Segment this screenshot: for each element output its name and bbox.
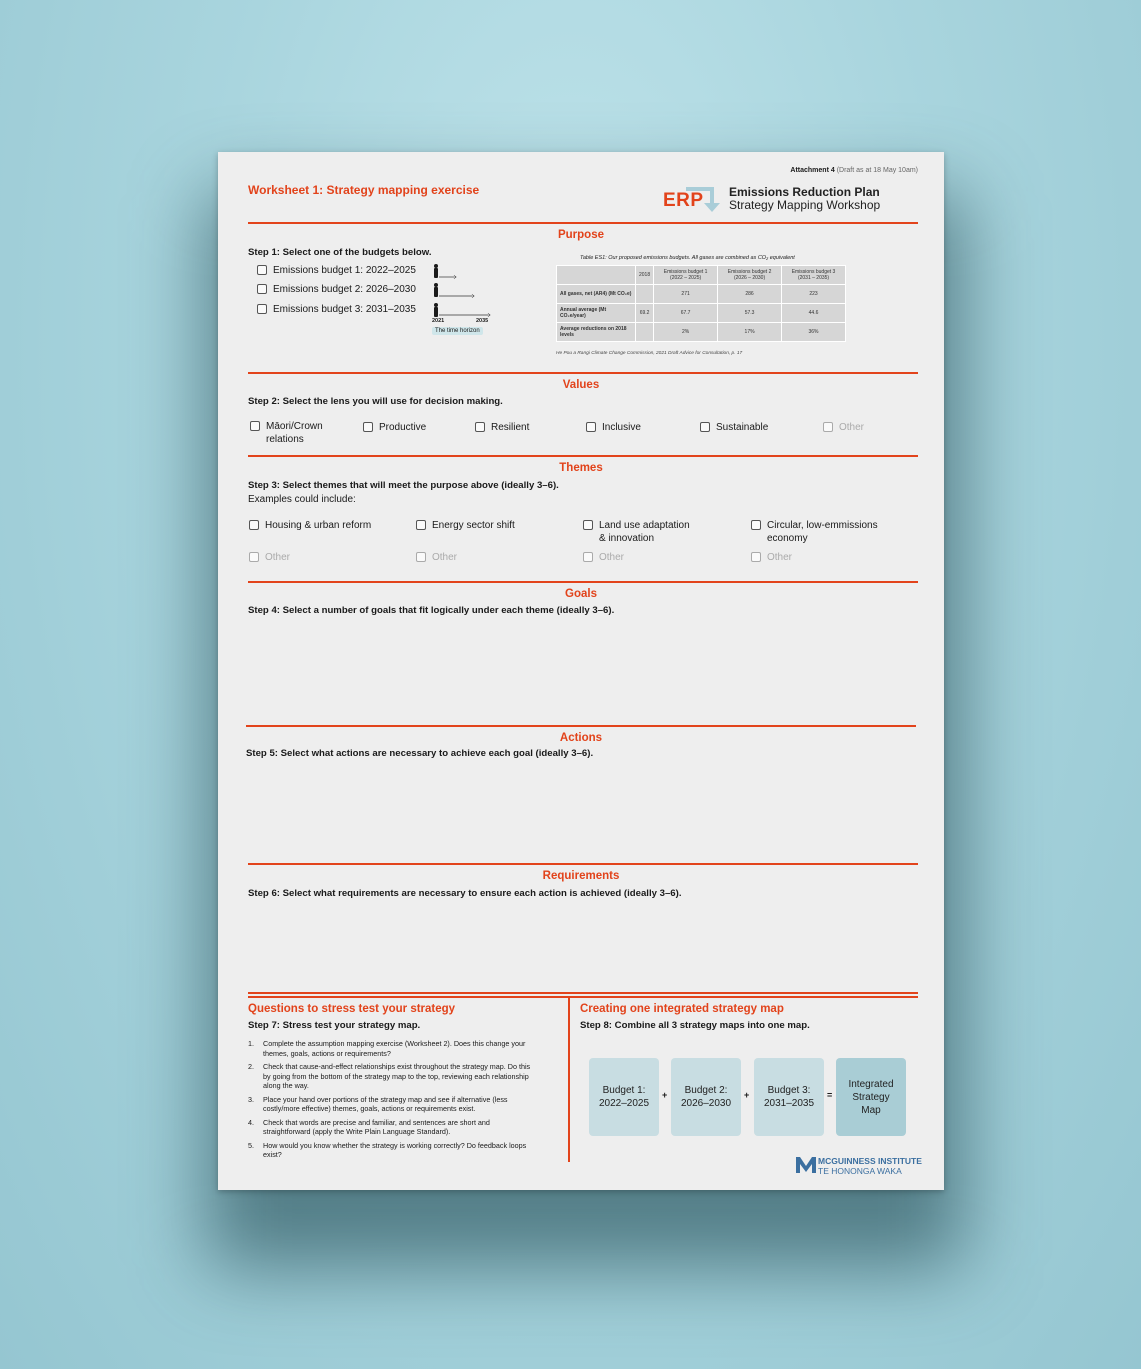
table-header-row <box>557 266 846 285</box>
section-rule <box>246 725 916 727</box>
checkbox[interactable] <box>751 552 761 562</box>
checkbox[interactable] <box>249 552 259 562</box>
timeline-end: 2035 <box>476 318 489 324</box>
list-item: 5. How would you know whether the strategy is working correctly? Do feedback loops exist? <box>248 1140 527 1159</box>
table-row <box>557 323 846 342</box>
checkbox[interactable] <box>416 520 426 530</box>
question-text: How would you know whether the strategy is working correctly? Do feedback loops exist? <box>263 1140 527 1159</box>
footer-logo-line2: TE HONONGA WAKA <box>818 1166 902 1176</box>
examples-note: Examples could include: <box>248 494 356 505</box>
section-rule <box>248 455 918 457</box>
value-option-label: Resilient <box>491 422 530 433</box>
question-text: Check that words are precise and familiar, and sentences are short and straightforward (apply the Write Plain Language Standard). <box>263 1117 490 1136</box>
step-1: Step 1: Select one of the budgets below. <box>248 247 432 258</box>
question-text: Place your hand over portions of the strategy map and see if alternative (less costly/more effective) themes, goals, actions or requirements exist. <box>263 1094 508 1113</box>
table-cell: 17% <box>718 323 782 342</box>
erp-mark: ERP <box>663 190 704 211</box>
attachment-label: Attachment 4 <box>790 167 835 174</box>
box-label: Budget 2: 2026–2030 <box>680 1085 732 1109</box>
step-2: Step 2: Select the lens you will use for decision making. <box>248 396 503 407</box>
table-cell: 271 <box>654 285 718 304</box>
table-cell <box>636 323 654 342</box>
values-title: Values <box>562 379 600 391</box>
integrated-title: Creating one integrated strategy map <box>580 1003 784 1015</box>
theme-option-label: Other <box>432 552 458 563</box>
list-item: 1. Complete the assumption mapping exercise (Worksheet 2). Does this change your themes, goals, actions or requirements? <box>248 1039 526 1058</box>
budget-3-box <box>754 1058 824 1136</box>
section-rule-double-bottom <box>248 996 918 998</box>
table-cell: All gases, net (AR4) (Mt CO₂e) <box>557 285 636 304</box>
worksheet-title: Worksheet 1: Strategy mapping exercise <box>248 183 480 197</box>
plus-operator: + <box>744 1090 750 1100</box>
theme-option-label: Other <box>767 552 793 563</box>
vertical-divider <box>568 996 570 1162</box>
header-rule <box>248 222 918 224</box>
budget-option-label: Emissions budget 2: 2026–2030 <box>273 284 416 295</box>
table-cell: 2% <box>654 323 718 342</box>
table-cell <box>636 285 654 304</box>
table-cell: 67.7 <box>654 304 718 323</box>
section-rule-double-top <box>248 992 918 994</box>
list-item: 2. Check that cause-and-effect relationships exist throughout the strategy map. Do this by going from the bottom of the strategy map to the top, reviewing each relationship along the way. <box>248 1062 531 1090</box>
checkbox[interactable] <box>250 421 260 431</box>
table-cell: Emissions budget 3 (2031 – 2035) <box>782 266 846 285</box>
checkbox[interactable] <box>823 422 833 432</box>
step-4: Step 4: Select a number of goals that fit logically under each theme (ideally 3–6). <box>248 605 615 616</box>
equals-operator: = <box>827 1090 833 1100</box>
questions-list <box>248 1039 538 1164</box>
theme-option-label: Other <box>265 552 291 563</box>
themes-title: Themes <box>559 462 603 474</box>
table-caption: Table ES1: Our proposed emissions budgets. All gases are combined as CO₂ equivalent <box>580 255 795 261</box>
table-cell: 2018 <box>636 266 654 285</box>
plus-operator: + <box>662 1090 668 1100</box>
checkbox[interactable] <box>257 284 267 294</box>
table-source: He Pou a Rangi Climate Change Commission, 2021 Draft Advice for Consultation, p. 17 <box>556 351 743 356</box>
table-cell: Emissions budget 2 (2026 – 2030) <box>718 266 782 285</box>
value-option-label: Other <box>839 422 865 433</box>
person-icon <box>434 303 438 317</box>
goals-title: Goals <box>565 588 597 600</box>
checkbox[interactable] <box>257 304 267 314</box>
section-rule <box>248 863 918 865</box>
timeline-start: 2021 <box>432 318 445 324</box>
table-cell: 223 <box>782 285 846 304</box>
section-rule <box>248 581 918 583</box>
list-item: 3. Place your hand over portions of the strategy map and see if alternative (less costly/more effective) themes, goals, actions or requirements exist. <box>248 1094 508 1113</box>
box-label: Budget 3: 2031–2035 <box>763 1085 815 1109</box>
value-option-label: Sustainable <box>716 422 769 433</box>
time-horizon-label: The time horizon <box>432 327 483 335</box>
table-row <box>557 285 846 304</box>
person-icon <box>434 283 438 297</box>
table-cell: Average reductions on 2018 levels <box>557 323 636 342</box>
erp-logo <box>662 185 724 211</box>
logo-subtitle: Strategy Mapping Workshop <box>729 198 881 212</box>
table-cell <box>557 266 636 285</box>
table-cell: 44.6 <box>782 304 846 323</box>
theme-option-label: Other <box>599 552 625 563</box>
emissions-table <box>556 265 846 342</box>
questions-title: Questions to stress test your strategy <box>248 1003 456 1015</box>
step-7: Step 7: Stress test your strategy map. <box>248 1020 421 1031</box>
table-cell: 69.2 <box>636 304 654 323</box>
time-horizon-graphic <box>430 262 492 324</box>
worksheet-page <box>218 152 944 1190</box>
step-6: Step 6: Select what requirements are necessary to ensure each action is achieved (ideally 3–6). <box>248 888 682 899</box>
checkbox[interactable] <box>363 422 373 432</box>
attachment-note <box>790 167 918 174</box>
checkbox[interactable] <box>475 422 485 432</box>
person-icon <box>434 264 438 278</box>
budget-1-box <box>589 1058 659 1136</box>
list-item: 4. Check that words are precise and familiar, and sentences are short and straightforward (apply the Write Plain Language Standard). <box>248 1117 490 1136</box>
checkbox[interactable] <box>583 552 593 562</box>
table-cell: Emissions budget 1 (2022 – 2025) <box>654 266 718 285</box>
box-label: Integrated Strategy Map <box>848 1078 894 1116</box>
checkbox[interactable] <box>751 520 761 530</box>
draft-date: (Draft as at 18 May 10am) <box>836 167 918 174</box>
requirements-title: Requirements <box>542 870 620 882</box>
theme-option-label: Energy sector shift <box>432 520 515 531</box>
theme-option-label: Housing & urban reform <box>265 520 372 531</box>
theme-option-label: Circular, low-emmissions economy <box>767 520 878 544</box>
value-option-label: Māori/Crown relations <box>266 421 323 445</box>
section-rule <box>248 372 918 374</box>
value-option-label: Inclusive <box>602 422 641 433</box>
table-cell: Annual average (Mt CO₂e/year) <box>557 304 636 323</box>
step-5: Step 5: Select what actions are necessary to achieve each goal (ideally 3–6). <box>246 748 594 759</box>
step-8: Step 8: Combine all 3 strategy maps into one map. <box>580 1020 810 1031</box>
question-text: Complete the assumption mapping exercise (Worksheet 2). Does this change your themes, goals, actions or requirements? <box>263 1039 526 1058</box>
budget-2-box <box>671 1058 741 1136</box>
purpose-title: Purpose <box>557 229 604 241</box>
footer-logo-line1: MCGUINNESS INSTITUTE <box>818 1156 922 1166</box>
checkbox[interactable] <box>416 552 426 562</box>
checkbox[interactable] <box>257 265 267 275</box>
question-text: Check that cause-and-effect relationships exist throughout the strategy map. Do this by going from the bottom of the strategy map to the top, reviewing each relationship along the way. <box>263 1062 531 1090</box>
checkbox[interactable] <box>586 422 596 432</box>
budget-option-label: Emissions budget 1: 2022–2025 <box>273 265 416 276</box>
integrated-map-box <box>836 1058 906 1136</box>
theme-option-label: Land use adaptation & innovation <box>599 520 690 544</box>
checkbox[interactable] <box>249 520 259 530</box>
table-row <box>557 304 846 323</box>
table-cell: 57.3 <box>718 304 782 323</box>
checkbox[interactable] <box>583 520 593 530</box>
budget-option-label: Emissions budget 3: 2031–2035 <box>273 304 416 315</box>
box-label: Budget 1: 2022–2025 <box>598 1085 650 1109</box>
step-3: Step 3: Select themes that will meet the purpose above (ideally 3–6). <box>248 480 559 491</box>
mcguinness-logo-icon <box>795 1156 817 1174</box>
checkbox[interactable] <box>700 422 710 432</box>
logo-title: Emissions Reduction Plan <box>729 185 880 199</box>
actions-title: Actions <box>559 732 603 744</box>
value-option-label: Productive <box>379 422 427 433</box>
table-cell: 286 <box>718 285 782 304</box>
table-cell: 36% <box>782 323 846 342</box>
